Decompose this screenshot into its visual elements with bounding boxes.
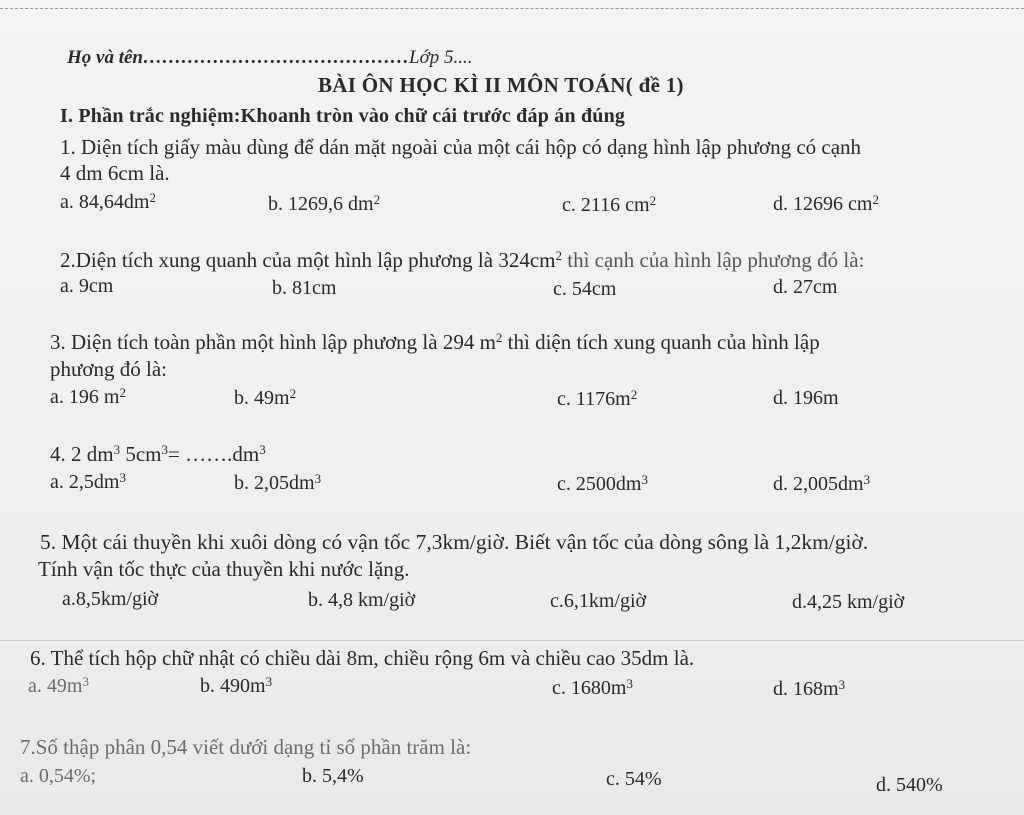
q7-option-d: d. 540% xyxy=(876,774,943,796)
q6-option-d-label: d. 168m xyxy=(773,678,839,700)
question-2-head: 2.Diện tích xung quanh của một hình lập phương là 324cm xyxy=(60,248,556,272)
question-1-text xyxy=(60,135,861,159)
q4-option-a-label: a. 2,5dm xyxy=(50,471,120,493)
q3-option-b xyxy=(234,386,296,410)
q2-option-b: b. 81cm xyxy=(272,277,337,299)
question-4-part3: = …….dm xyxy=(168,442,260,466)
name-dots: …………………………………… xyxy=(143,47,409,68)
sup: 3 xyxy=(113,442,121,457)
q6-option-c xyxy=(552,676,633,700)
q4-option-b-label: b. 2,05dm xyxy=(234,472,315,494)
sup: 2 xyxy=(872,192,879,207)
sup: 3 xyxy=(161,442,168,457)
question-3-line2: phương đó là: xyxy=(50,357,167,381)
q4-option-b xyxy=(234,471,321,495)
sup: 3 xyxy=(82,674,89,689)
question-4-part2: 5cm xyxy=(120,442,162,466)
sup: 2 xyxy=(289,386,297,401)
q3-option-a xyxy=(50,385,126,409)
q5-option-b: b. 4,8 km/giờ xyxy=(308,589,416,611)
q7-option-c: c. 54% xyxy=(606,768,662,790)
question-1-line1: 1. Diện tích giấy màu dùng để dán mặt ngoài của một cái hộp có dạng hình lập phương có cạnh xyxy=(60,135,862,159)
sup: 3 xyxy=(838,677,846,692)
q6-option-a xyxy=(28,674,89,698)
q3-option-c xyxy=(557,387,637,411)
name-line xyxy=(67,46,472,70)
q1-option-b-label: b. 1269,6 dm xyxy=(268,193,374,215)
q3-option-c-label: c. 1176m xyxy=(557,388,631,410)
sup: 2 xyxy=(555,248,562,263)
question-4-part1: 4. 2 dm xyxy=(50,442,114,466)
question-1-line2: 4 dm 6cm là. xyxy=(60,161,170,185)
q2-option-d: d. 27cm xyxy=(773,276,838,298)
q4-option-d xyxy=(773,472,870,496)
q6-option-b-label: b. 490m xyxy=(200,675,266,697)
q3-option-d: d. 196m xyxy=(773,387,839,409)
q3-option-b-label: b. 49m xyxy=(234,387,290,409)
q1-option-c-label: c. 2116 cm xyxy=(562,194,650,216)
question-2-tail: thì cạnh của hình lập phương đó là: xyxy=(561,248,865,272)
question-2-text xyxy=(60,248,864,272)
q6-option-c-label: c. 1680m xyxy=(552,677,627,699)
q1-option-a xyxy=(60,190,156,214)
question-3-tail: thì diện tích xung quanh của hình lập xyxy=(502,330,820,354)
sup: 2 xyxy=(630,387,638,402)
q6-option-d xyxy=(773,677,845,701)
sup: 3 xyxy=(314,471,322,486)
question-4-text xyxy=(50,442,266,466)
question-5-text: 5. Một cái thuyền khi xuôi dòng có vận tốc 7,3km/giờ. Biết vận tốc của dòng sông là 1,2km/giờ. xyxy=(40,530,869,554)
sup: 3 xyxy=(641,472,648,487)
q2-option-a: a. 9cm xyxy=(60,275,114,297)
question-3-head: 3. Diện tích toàn phần một hình lập phương là 294 m xyxy=(50,330,496,354)
section-heading: I. Phần trắc nghiệm:Khoanh tròn vào chữ cái trước đáp án đúng xyxy=(60,105,626,127)
q1-option-b xyxy=(268,192,380,216)
question-6-text: 6. Thể tích hộp chữ nhật có chiều dài 8m, chiều rộng 6m và chiều cao 35dm là. xyxy=(30,646,695,670)
sup: 2 xyxy=(373,192,381,207)
q4-option-d-label: d. 2,005dm xyxy=(773,473,864,495)
name-label: Họ và tên xyxy=(67,47,143,68)
q4-option-a xyxy=(50,470,126,494)
q1-option-d-label: d. 12696 cm xyxy=(773,193,873,215)
q6-option-a-label: a. 49m xyxy=(28,675,83,697)
q1-option-d xyxy=(773,192,879,216)
sup: 2 xyxy=(149,190,156,205)
q5-option-c: c.6,1km/giờ xyxy=(550,590,647,612)
q2-option-c: c. 54cm xyxy=(553,278,617,300)
sup: 3 xyxy=(119,470,126,485)
class-label: Lớp 5.... xyxy=(409,47,473,68)
question-5-line2: Tính vận tốc thực của thuyền khi nước lặng. xyxy=(38,557,410,581)
sup: 2 xyxy=(495,330,503,345)
sup: 3 xyxy=(265,674,273,689)
q5-option-d: d.4,25 km/giờ xyxy=(792,591,905,613)
q7-option-b: b. 5,4% xyxy=(302,765,364,787)
sup: 3 xyxy=(259,442,266,457)
question-3-text xyxy=(50,330,820,354)
sup: 2 xyxy=(649,193,657,208)
q1-option-a-label: a. 84,64dm xyxy=(60,191,150,213)
top-dashed-border xyxy=(0,8,1024,9)
paper-fold-line xyxy=(0,640,1024,641)
q4-option-c-label: c. 2500dm xyxy=(557,473,642,495)
page-title: BÀI ÔN HỌC KÌ II MÔN TOÁN( đề 1) xyxy=(318,73,684,97)
q3-option-a-label: a. 196 m xyxy=(50,386,120,408)
sup: 3 xyxy=(863,472,871,487)
q4-option-c xyxy=(557,472,648,496)
question-7-text: 7.Số thập phân 0,54 viết dưới dạng tỉ số phần trăm là: xyxy=(20,735,472,759)
sup: 2 xyxy=(119,385,126,400)
q1-option-c xyxy=(562,193,656,217)
q5-option-a: a.8,5km/giờ xyxy=(62,588,159,610)
q7-option-a: a. 0,54%; xyxy=(20,765,97,787)
q6-option-b xyxy=(200,674,272,698)
sup: 3 xyxy=(626,676,633,691)
